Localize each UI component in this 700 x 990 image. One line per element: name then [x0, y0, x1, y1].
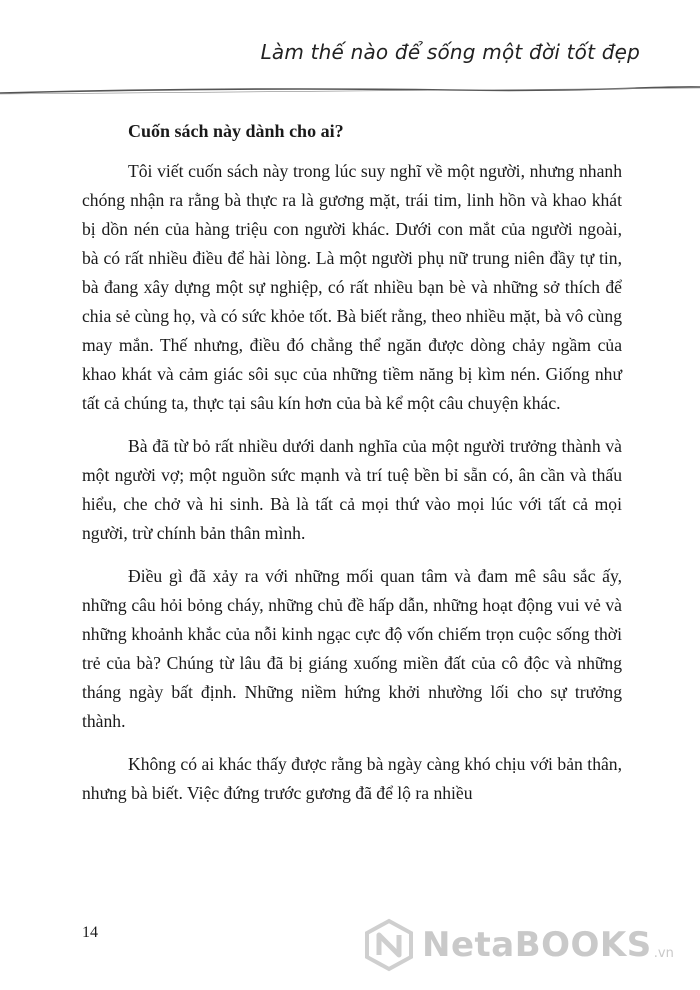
- page-body: [82, 117, 622, 822]
- body-paragraph: Không có ai khác thấy được rằng bà ngày càng khó chịu với bản thân, nhưng bà biết. Việc đứng trước gương đã để lộ ra nhiều: [82, 754, 622, 803]
- watermark-suffix: .vn: [653, 945, 674, 961]
- section-heading: Cuốn sách này dành cho ai?: [128, 121, 344, 141]
- running-header-title: Làm thế nào để sống một đời tốt đẹp: [260, 40, 640, 64]
- body-paragraph: Điều gì đã xảy ra với những mối quan tâm và đam mê sâu sắc ấy, những câu hỏi bỏng cháy, những chủ đề hấp dẫn, những hoạt động vui vẻ và những khoảnh khắc của nỗi kinh ngạc cực độ vốn chiếm trọn cuộc sống thời trẻ của bà? Chúng từ lâu đã bị giáng xuống miền đất của cô độc và những tháng ngày bất định. Những niềm hứng khởi nhường lối cho sự trưởng thành.: [82, 566, 622, 731]
- header-rule: [0, 80, 700, 102]
- body-paragraph: Bà đã từ bỏ rất nhiều dưới danh nghĩa của một người trưởng thành và một người vợ; một nguồn sức mạnh và trí tuệ bền bỉ sẵn có, ân cần và thấu hiểu, che chở và hi sinh. Bà là tất cả mọi thứ vào mọi lúc với tất cả mọi người, trừ chính bản thân mình.: [82, 436, 622, 543]
- body-paragraph: Tôi viết cuốn sách này trong lúc suy nghĩ về một người, nhưng nhanh chóng nhận ra rằng bà thực ra là gương mặt, trái tim, linh hồn và khao khát bị dồn nén của hàng triệu con người khác. Dưới con mắt của người ngoài, bà có rất nhiều điều để hài lòng. Là một người phụ nữ trung niên đầy tự tin, bà đang xây dựng một sự nghiệp, có rất nhiều bạn bè và những sở thích để chia sẻ cùng họ, và có sức khỏe tốt. Bà biết rằng, theo nhiều mặt, bà vô cùng may mắn. Thế nhưng, điều đó chẳng thể ngăn được dòng chảy ngầm của khao khát và cảm giác sôi sục của những tiềm năng bị kìm nén. Giống như tất cả chúng ta, thực tại sâu kín hơn của bà kể một câu chuyện khác.: [82, 161, 622, 413]
- page-number: 14: [82, 924, 98, 941]
- netabooks-watermark: [362, 918, 674, 972]
- netabooks-logo-icon: [362, 918, 416, 972]
- watermark-text: NetaBOOKS: [422, 925, 652, 965]
